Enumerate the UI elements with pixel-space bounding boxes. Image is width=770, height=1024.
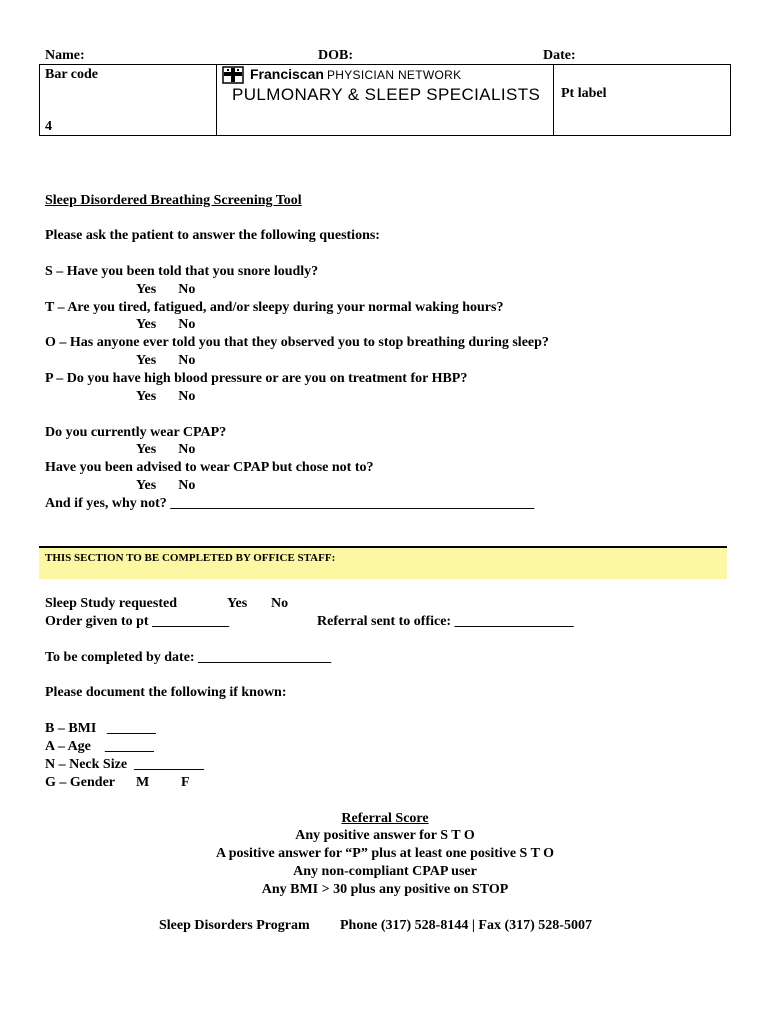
sleep-study-no[interactable]: No <box>271 596 289 611</box>
question-t-options <box>136 317 195 333</box>
brand-name: Franciscan <box>250 66 324 82</box>
no-option[interactable]: No <box>178 442 196 457</box>
dob-label: DOB: <box>318 48 353 63</box>
question-t: T – Are you tired, fatigued, and/or sleepy during your normal waking hours? <box>45 300 504 315</box>
instruction-text: Please ask the patient to answer the following questions: <box>45 228 380 243</box>
no-option[interactable]: No <box>178 389 196 404</box>
sleep-study-yes[interactable]: Yes <box>227 596 248 611</box>
cpap-why-not-field[interactable]: And if yes, why not? ____________________________________________________ <box>45 496 535 511</box>
franciscan-cross-icon <box>222 66 244 84</box>
gender-label: G – Gender <box>45 775 115 790</box>
cpap-question-1: Do you currently wear CPAP? <box>45 425 227 440</box>
question-p: P – Do you have high blood pressure or are you on treatment for HBP? <box>45 371 468 386</box>
no-option[interactable]: No <box>178 317 196 332</box>
page-number: 4 <box>45 119 52 134</box>
completion-date-field[interactable]: To be completed by date: ___________________ <box>45 650 332 665</box>
gender-female-option[interactable]: F <box>181 775 190 790</box>
brand-network: PHYSICIAN NETWORK <box>326 68 462 82</box>
header-divider-left <box>216 65 217 135</box>
question-s: S – Have you been told that you snore loudly? <box>45 264 319 279</box>
age-field[interactable]: A – Age _______ <box>45 739 154 754</box>
form-title: Sleep Disordered Breathing Screening Tool <box>45 193 302 208</box>
no-option[interactable]: No <box>178 353 196 368</box>
yes-option[interactable]: Yes <box>136 353 157 368</box>
no-option[interactable]: No <box>178 282 196 297</box>
referral-sent-field[interactable]: Referral sent to office: _________________ <box>317 614 574 629</box>
referral-criterion: A positive answer for “P” plus at least one positive S T O <box>215 846 555 861</box>
gender-male-option[interactable]: M <box>136 775 150 790</box>
pt-label: Pt label <box>561 86 607 101</box>
yes-option[interactable]: Yes <box>136 478 157 493</box>
no-option[interactable]: No <box>178 478 196 493</box>
footer-program: Sleep Disorders Program <box>159 918 310 933</box>
name-label: Name: <box>45 48 85 63</box>
referral-criterion: Any positive answer for S T O <box>295 828 475 843</box>
document-known-heading: Please document the following if known: <box>45 685 287 700</box>
referral-criterion: Any BMI > 30 plus any positive on STOP <box>261 882 509 897</box>
cpap-question-2: Have you been advised to wear CPAP but chose not to? <box>45 460 374 475</box>
yes-option[interactable]: Yes <box>136 317 157 332</box>
question-p-options <box>136 389 195 405</box>
neck-size-field[interactable]: N – Neck Size __________ <box>45 757 205 772</box>
question-o-options <box>136 353 195 369</box>
footer-contact: Phone (317) 528-8144 | Fax (317) 528-5007 <box>340 918 592 933</box>
date-label: Date: <box>543 48 576 63</box>
yes-option[interactable]: Yes <box>136 282 157 297</box>
question-o: O – Has anyone ever told you that they observed you to stop breathing during sleep? <box>45 335 549 350</box>
referral-score-title: Referral Score <box>341 811 429 826</box>
franciscan-logo <box>222 66 552 106</box>
yes-option[interactable]: Yes <box>136 442 157 457</box>
yes-option[interactable]: Yes <box>136 389 157 404</box>
cpap-2-options <box>136 478 195 494</box>
cpap-1-options <box>136 442 195 458</box>
staff-section-heading: THIS SECTION TO BE COMPLETED BY OFFICE STAFF: <box>45 552 336 564</box>
referral-criterion: Any non-compliant CPAP user <box>293 864 477 879</box>
sleep-study-label: Sleep Study requested <box>45 596 177 611</box>
brand-division: PULMONARY & SLEEP SPECIALISTS <box>232 85 541 104</box>
header-divider-right <box>553 65 554 135</box>
question-s-options <box>136 282 195 298</box>
bmi-field[interactable]: B – BMI _______ <box>45 721 156 736</box>
order-given-field[interactable]: Order given to pt ___________ <box>45 614 230 629</box>
barcode-label: Bar code <box>45 67 99 82</box>
